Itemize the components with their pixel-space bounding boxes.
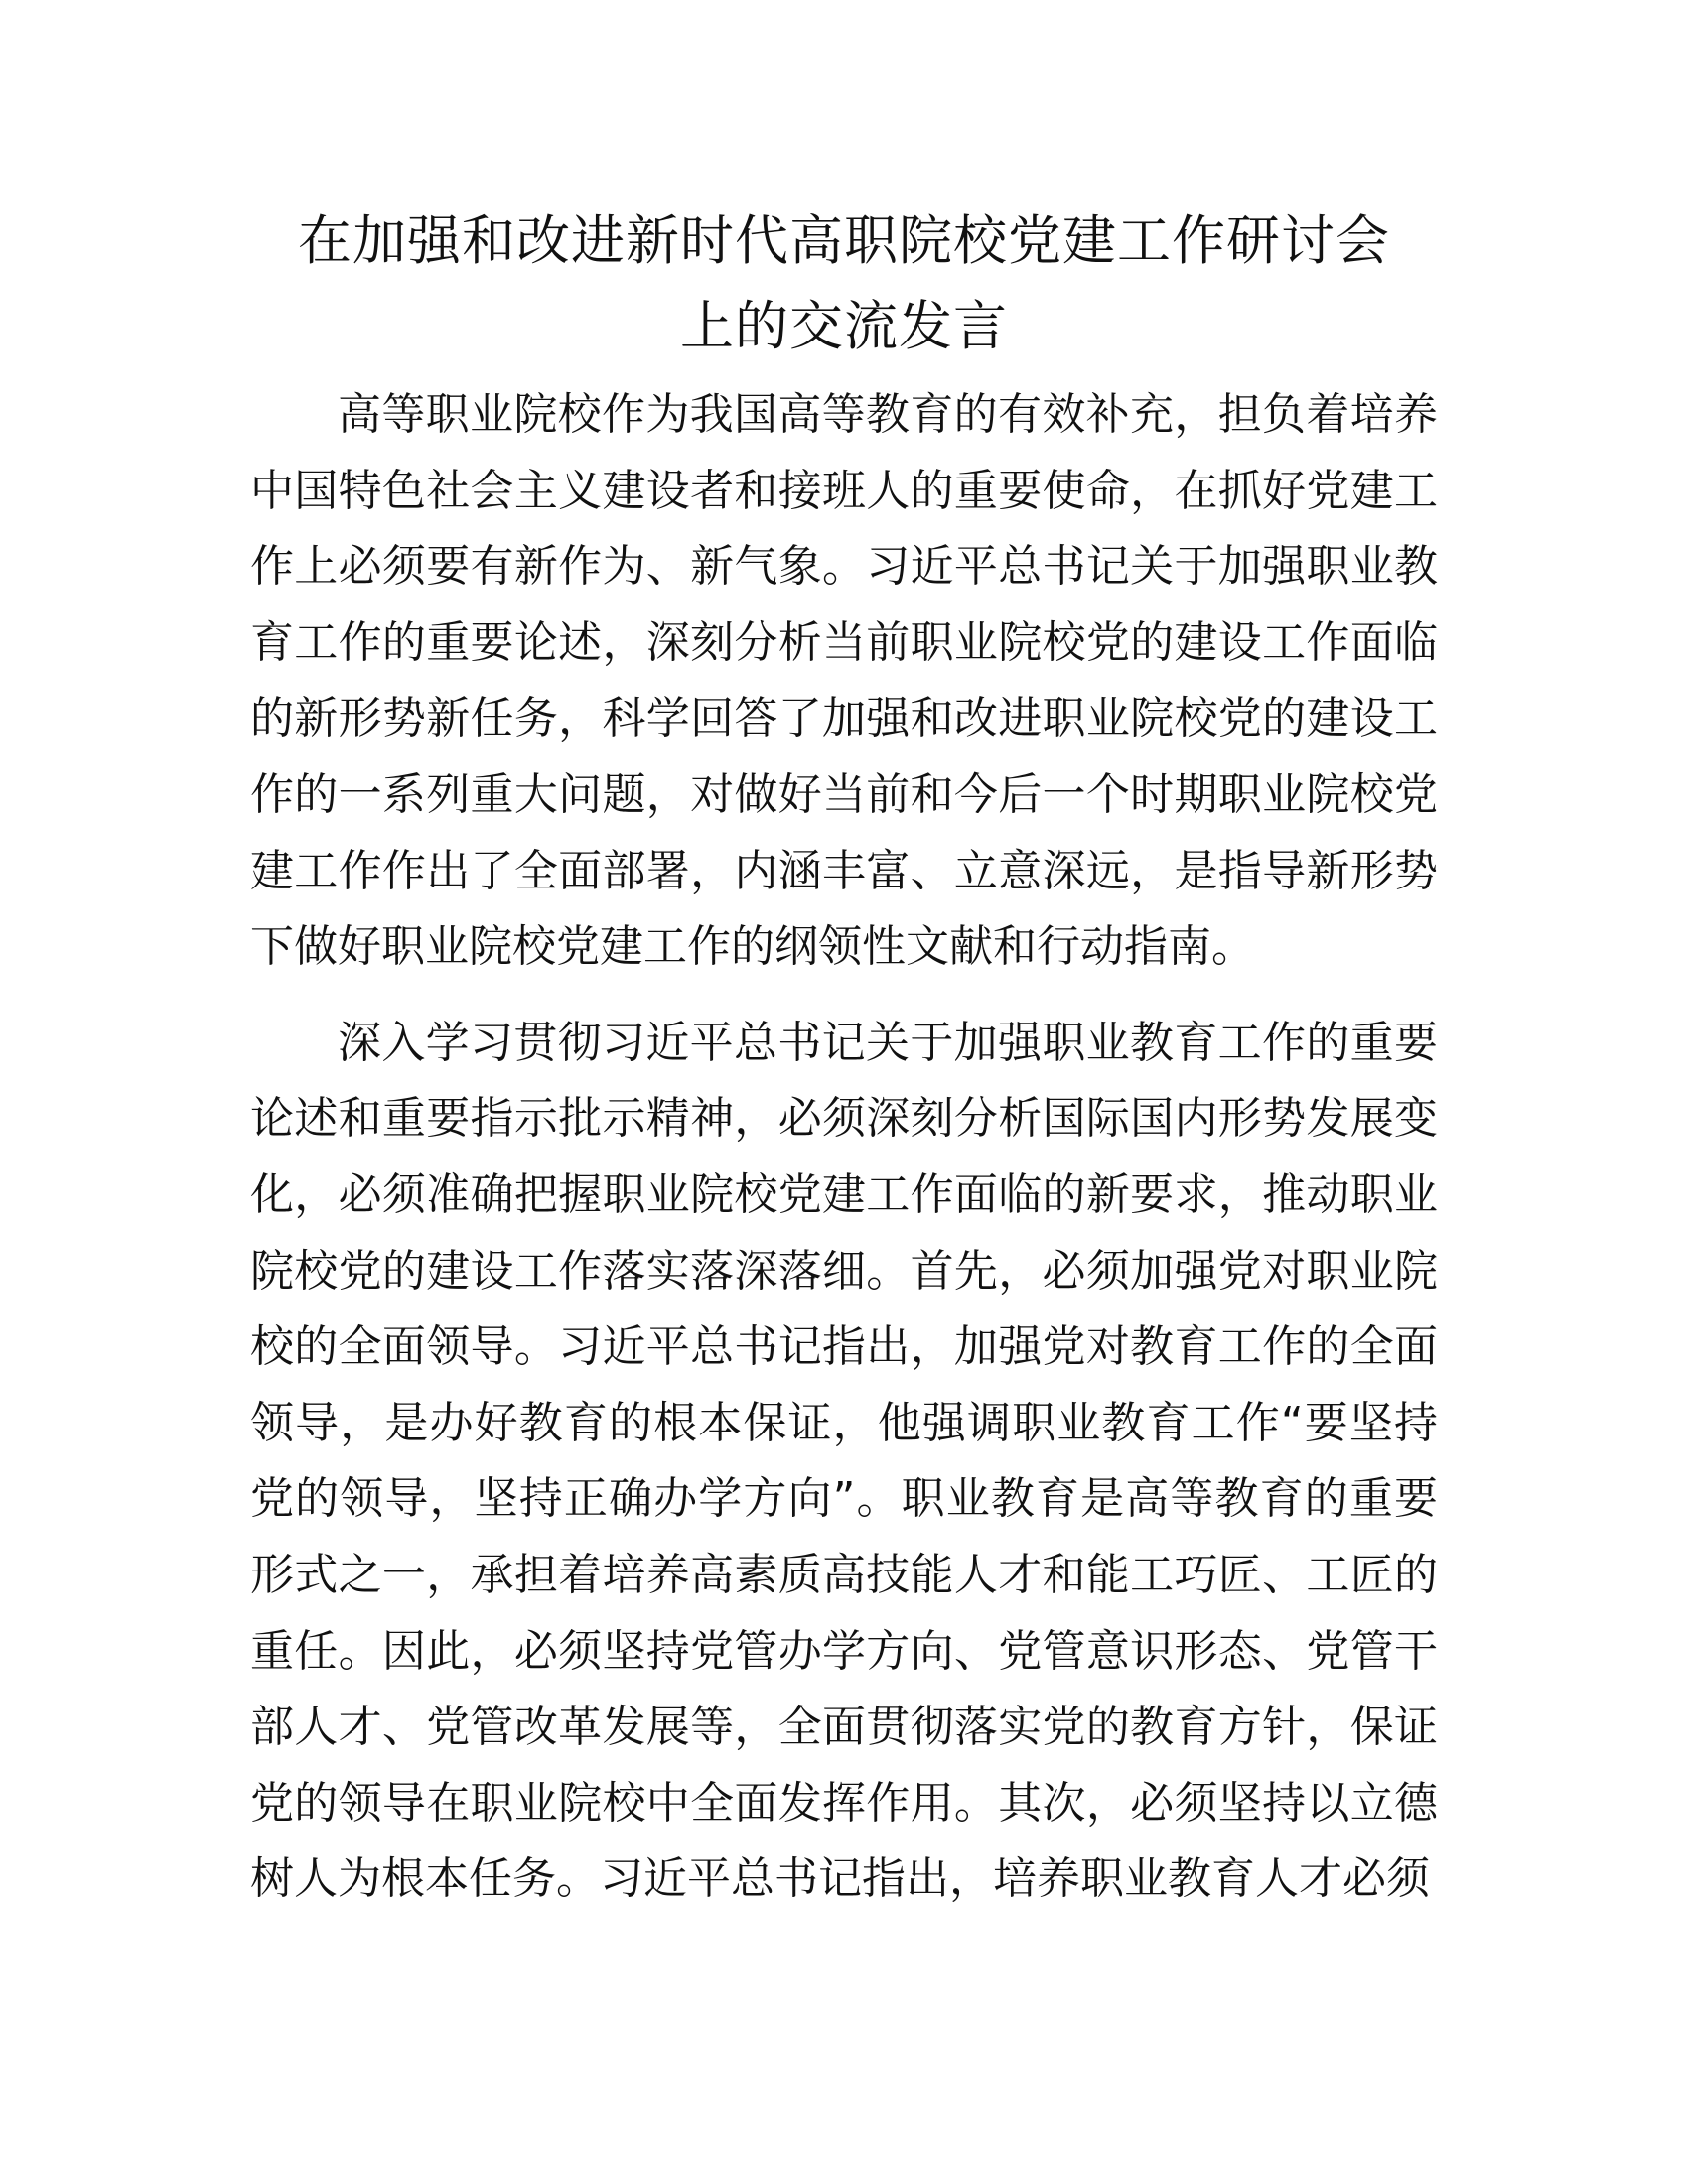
document-body: [250, 377, 1438, 1918]
paragraph-1: 高等职业院校作为我国高等教育的有效补充，担负着培养中国特色社会主义建设者和接班人的重要使命，在抓好党建工作上必须要有新作为、新气象。习近平总书记关于加强职业教育工作的重要论述，深刻分析当前职业院校党的建设工作面临的新形势新任务，科学回答了加强和改进职业院校党的建设工作的一系列重大问题，对做好当前和今后一个时期职业院校党建工作作出了全面部署，内涵丰富、立意深远，是指导新形势下做好职业院校党建工作的纲领性文献和行动指南。: [250, 389, 1438, 973]
title-line-2: 上的交流发言: [680, 295, 1008, 357]
document-title: [250, 199, 1438, 369]
paragraph-2: 深入学习贯彻习近平总书记关于加强职业教育工作的重要论述和重要指示批示精神，必须深刻分析国际国内形势发展变化，必须准确把握职业院校党建工作面临的新要求，推动职业院校党的建设工作落实落深落细。首先，必须加强党对职业院校的全面领导。习近平总书记指出，加强党对教育工作的全面领导，是办好教育的根本保证，他强调职业教育工作“要坚持党的领导，坚持正确办学方向”。职业教育是高等教育的重要形式之一，承担着培养高素质高技能人才和能工巧匠、工匠的重任。因此，必须坚持党管办学方向、党管意识形态、党管干部人才、党管改革发展等，全面贯彻落实党的教育方针，保证党的领导在职业院校中全面发挥作用。其次，必须坚持以立德树人为根本任务。习近平总书记指出，培养职业教育人才必须: [250, 1017, 1438, 1905]
title-line-1: 在加强和改进新时代高职院校党建工作研讨会: [298, 209, 1390, 272]
